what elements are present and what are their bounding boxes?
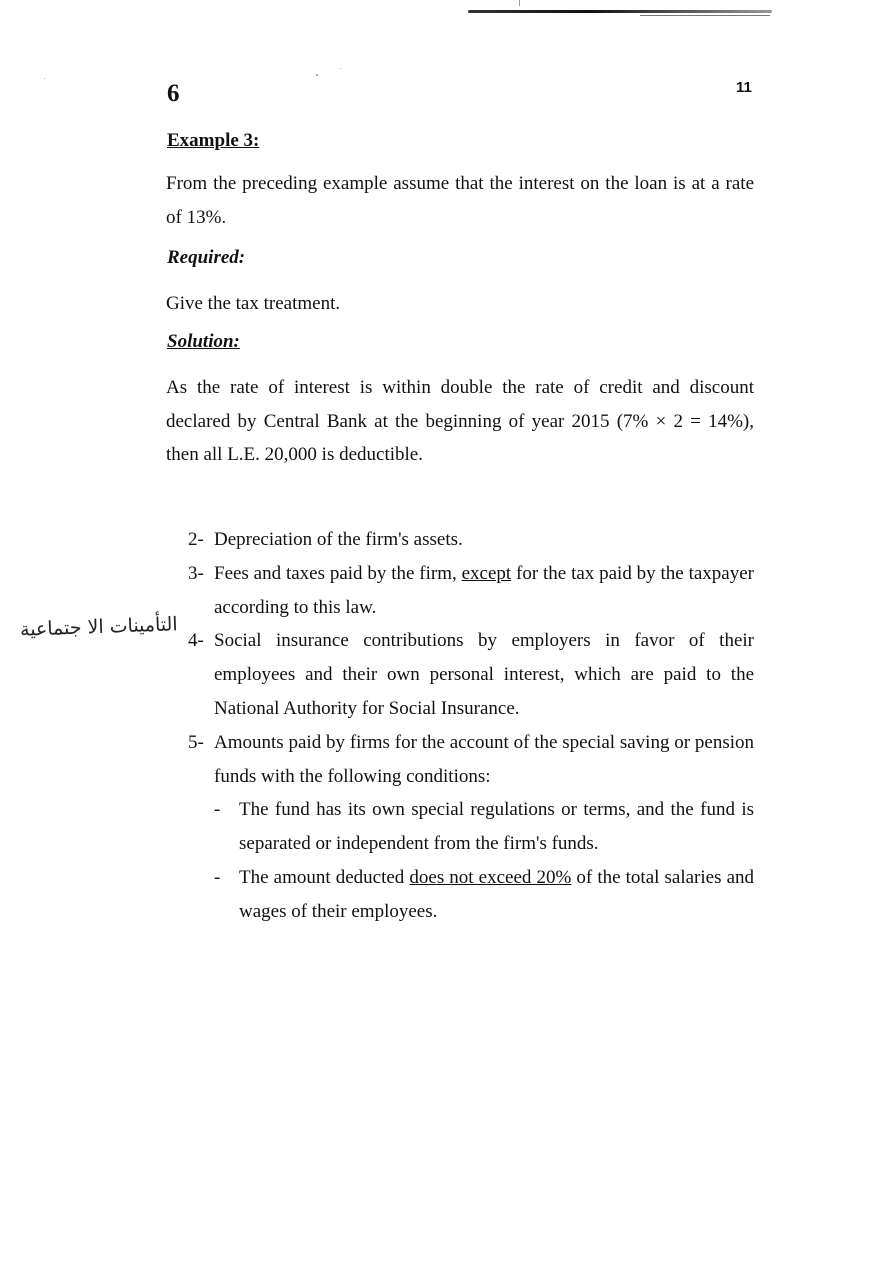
list-item-text: Fees and taxes paid by the firm, except for the tax paid by the taxpayer according to this law. bbox=[214, 562, 754, 618]
scan-artifact-line bbox=[468, 10, 772, 13]
condition-text: The fund has its own special regulations or terms, and the fund is separated or independent from the firm's funds. bbox=[239, 799, 754, 855]
list-item-number: 5- bbox=[188, 731, 204, 753]
deductions-list bbox=[188, 523, 754, 929]
required-paragraph: Give the tax treatment. bbox=[166, 293, 341, 314]
page-number-right: 11 bbox=[736, 79, 752, 96]
example-heading: Example 3: bbox=[167, 130, 260, 151]
scan-speck bbox=[340, 68, 341, 69]
list-item-number: 4- bbox=[188, 630, 204, 652]
scan-speck bbox=[44, 78, 45, 79]
list-item bbox=[188, 726, 754, 794]
dash-bullet: - bbox=[214, 866, 221, 888]
page-number-left: 6 bbox=[167, 80, 180, 107]
list-item-text: Social insurance contributions by employers in favor of their employees and their own personal interest, which are paid to the National Authority for Social Insurance. bbox=[214, 630, 754, 719]
condition-item bbox=[214, 861, 754, 929]
scan-artifact-tick bbox=[519, 0, 520, 6]
condition-text: The amount deducted does not exceed 20% of the total salaries and wages of their employees. bbox=[239, 866, 755, 922]
list-item-text: Depreciation of the firm's assets. bbox=[214, 529, 463, 550]
list-item-number: 3- bbox=[188, 562, 204, 584]
handwritten-margin-note: التأمينات الا جتماعية bbox=[19, 613, 178, 641]
list-item bbox=[188, 523, 754, 557]
example-intro-paragraph: From the preceding example assume that the interest on the loan is at a rate of 13%. bbox=[166, 173, 754, 228]
conditions-sublist bbox=[214, 793, 754, 928]
dash-bullet: - bbox=[214, 799, 221, 821]
solution-heading: Solution: bbox=[167, 331, 240, 352]
list-item-number: 2- bbox=[188, 529, 204, 550]
scan-artifact-line-secondary bbox=[640, 15, 770, 16]
solution-paragraph: As the rate of interest is within double the rate of credit and discount declared by Central Bank at the beginning of year 2015 (7% × 2 = 14%), then all L.E. 20,000 is deductible. bbox=[166, 377, 754, 465]
underlined-emphasis: does not exceed 20% bbox=[409, 866, 572, 888]
required-heading: Required: bbox=[167, 247, 246, 268]
underlined-emphasis: except bbox=[461, 562, 512, 584]
list-item bbox=[188, 557, 754, 625]
list-item bbox=[188, 624, 754, 725]
scan-speck bbox=[316, 74, 318, 76]
list-item-text: Amounts paid by firms for the account of the special saving or pension funds with the following conditions: bbox=[214, 731, 754, 787]
condition-item bbox=[214, 793, 754, 861]
